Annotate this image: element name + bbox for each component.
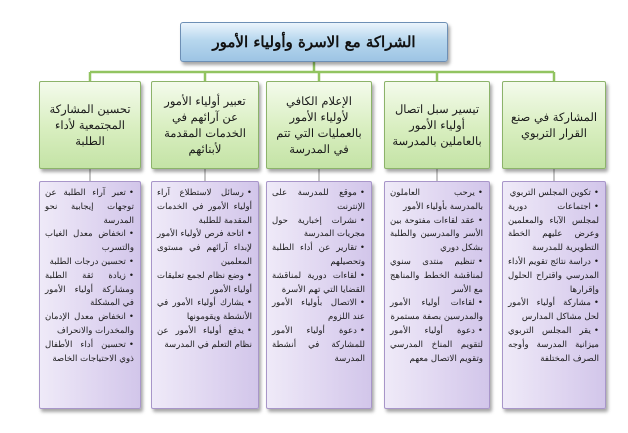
title-box: [180, 22, 448, 62]
list-item: • مشاركة أولياء الأمور لحل مشاكل المدارس: [508, 297, 599, 325]
list-item: • يدفع أولياء الأمور عن نظام التعلم في المدرسة: [157, 325, 252, 353]
list-item: • وضع نظام لجمع تعليقات أولياء الأمور: [157, 270, 252, 298]
list-item: • اجتماعات دورية لمجلس الآباء والمعلمين وعرض عليهم الخطة التطويرية للمدرسة: [508, 201, 599, 256]
list-item: • موقع للمدرسة على الإنترنت: [272, 187, 365, 215]
header-box-3: [266, 81, 372, 169]
header-box-4: [384, 81, 490, 169]
header-text-1: تحسين المشاركة المجتمعية لأداء الطلبة: [49, 102, 131, 148]
header-box-1: [39, 81, 141, 169]
list-item: • تقارير عن أداء الطلبة وتحصيلهم: [272, 242, 365, 270]
list-item: • زيادة ثقة الطلبة ومشاركة أولياء الأمور في المشكلة: [45, 270, 134, 311]
list-item: • نشرات إخبارية حول مجريات المدرسة: [272, 215, 365, 243]
list-item: • تحسين درجات الطلبة: [45, 256, 134, 270]
list-item: • تنظيم منتدى سنوي لمناقشة الخطط والمناهج مع الأسر: [390, 256, 483, 297]
header-box-2: [151, 81, 259, 169]
list-item: • رسائل لاستطلاع آراء أولياء الأمور في الخدمات المقدمة للطلبة: [157, 187, 252, 228]
list-item: • انخفاض معدل الغياب والتسرب: [45, 228, 134, 256]
header-text-4: تيسير سبل اتصال أولياء الأمور بالعاملين بالمدرسة: [392, 102, 482, 148]
list-item: • لقاءات دورية لمناقشة القضايا التي تهم الأسرة: [272, 270, 365, 298]
list-box-1: [39, 181, 141, 409]
list-item: • عقد لقاءات مفتوحة بين الأسر والمدرسين والطلبة بشكل دوري: [390, 215, 483, 256]
list-item: • دراسة نتائج تقويم الأداء المدرسي واقتراح الحلول وإقرارها: [508, 256, 599, 297]
list-item: • الاتصال بأولياء الأمور عند اللزوم: [272, 297, 365, 325]
list-item: • تعبر آراء الطلبة عن توجهات إيجابية نحو المدرسة: [45, 187, 134, 228]
list-item: • انخفاض معدل الإدمان والمخدرات والانحراف: [45, 311, 134, 339]
header-text-5: المشاركة في صنع القرار التربوي: [510, 110, 598, 140]
header-text-2: تعبير أولياء الأمور عن آرائهم في الخدمات المقدمة لأبنائهم: [164, 94, 246, 156]
list-box-5: [502, 181, 606, 409]
list-item: • تكوين المجلس التربوي: [508, 187, 599, 201]
list-box-4: [384, 181, 490, 409]
title-text: الشراكة مع الاسرة وأولياء الأمور: [212, 33, 416, 51]
list-item: • يرحب العاملون بالمدرسة بأولياء الأمور: [390, 187, 483, 215]
header-text-3: الإعلام الكافي لأولياء الأمور بالعمليات التي تتم في المدرسة: [276, 94, 362, 156]
list-item: • تحسين أداء الأطفال ذوي الاحتياجات الخاصة: [45, 339, 134, 367]
list-item: • دعوة أولياء الأمور لتقويم المناخ المدرسي وتقويم الاتصال معهم: [390, 325, 483, 366]
list-item: • يقر المجلس التربوي ميزانية المدرسة وأوجه الصرف المختلفة: [508, 325, 599, 366]
list-item: • دعوة أولياء الأمور للمشاركة في أنشطة المدرسة: [272, 325, 365, 366]
header-box-5: [502, 81, 606, 169]
list-item: • لقاءات أولياء الأمور والمدرسين بصفة مستمرة: [390, 297, 483, 325]
list-box-3: [266, 181, 372, 409]
list-item: • اتاحة فرص لأولياء الأمور لإبداء آرائهم في مستوى المعلمين: [157, 228, 252, 269]
list-item: • يشارك أولياء الأمور في الأنشطة ويقومونها: [157, 297, 252, 325]
list-box-2: [151, 181, 259, 409]
